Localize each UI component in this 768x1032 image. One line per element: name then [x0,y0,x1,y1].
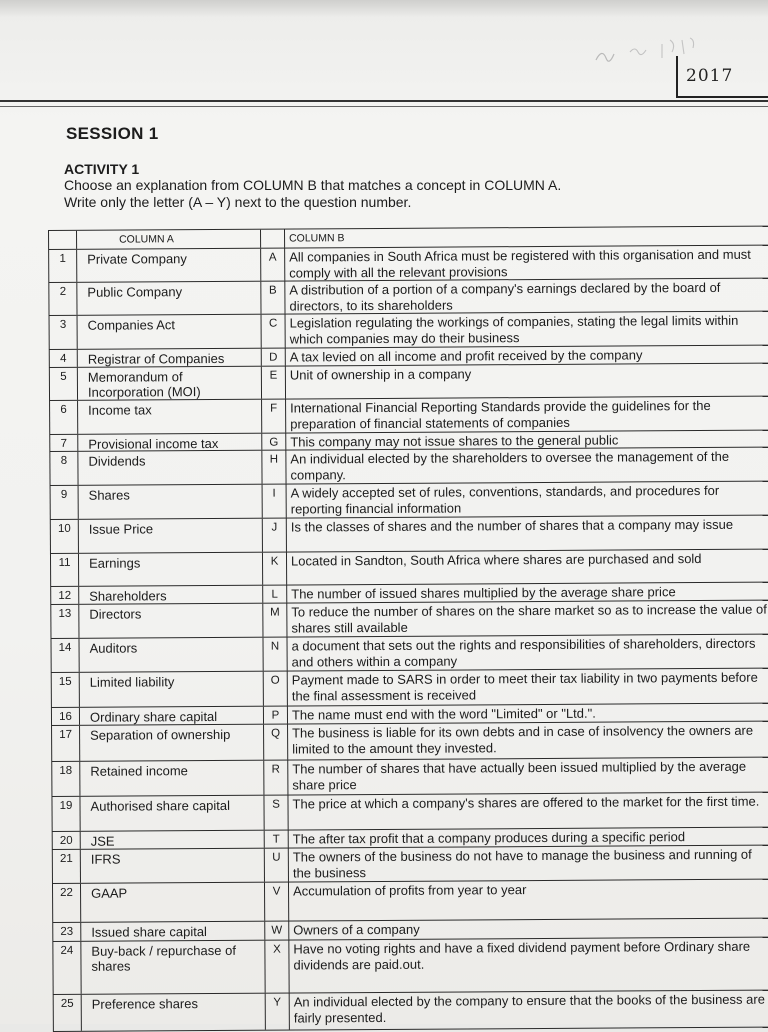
row-number: 7 [49,435,78,451]
row-number: 1 [48,250,77,282]
row-number: 19 [51,797,80,831]
column-b-explanation: A distribution of a portion of a company's earnings declared by the board of directors, to its shareholders [289,279,721,314]
row-number: 17 [51,726,80,761]
instruction-line-2: Write only the letter (A – Y) next to the question number. [64,194,412,210]
row-number: 12 [50,587,79,604]
year-label: 2017 [686,66,734,86]
column-a-concept: Dividends [78,451,262,485]
table-row [51,669,768,708]
column-b-explanation: Located in Sandton, South Africa where shares are purchased and sold [290,551,702,569]
column-b-letter: H [262,451,286,484]
column-a-concept: Registrar of Companies [78,349,262,367]
row-number: 14 [50,639,79,672]
column-b-explanation: An individual elected by the shareholders to oversee the management of the company. [290,448,730,483]
column-a-concept: Directors [79,604,263,638]
table-row [53,991,768,1032]
column-b-letter: P [264,707,288,724]
table-row [52,846,768,884]
column-b-explanation: A tax levied on all income and profit received by the company [289,347,643,365]
column-b-letter: U [265,849,289,882]
column-b-letter: B [261,282,285,314]
column-b-explanation: International Financial Reporting Standards provide the guidelines for the preparation of financial statements of companies [290,397,711,432]
column-b-header: COLUMN B [289,232,345,245]
row-number: 4 [49,350,78,367]
column-b-explanation: A widely accepted set of rules, conventions, standards, and procedures for reporting financial information [290,482,720,517]
table-row [51,793,768,832]
column-b-letter: W [265,922,289,940]
table-row [52,880,768,923]
instruction-line-1: Choose an explanation from COLUMN B that matches a concept in COLUMN A. [64,177,562,193]
column-b-explanation: a document that sets out the rights and responsibilities of shareholders, directors and others within a company [291,635,756,670]
table-row [52,938,768,995]
column-a-concept: Preference shares [82,994,266,1031]
column-b-explanation: The number of shares that have actually been issued multiplied by the average share price [292,758,747,793]
row-number: 23 [52,923,81,941]
column-a-concept: Income tax [78,400,262,434]
column-b-letter: X [265,941,289,993]
column-b-letter: V [265,883,289,921]
column-a-concept: Memorandum of Incorporation (MOI) [78,367,262,400]
table-row [50,550,768,587]
column-a-concept: Provisional income tax [78,434,262,451]
column-a-concept: Separation of ownership [80,725,264,761]
column-b-letter: K [263,553,287,585]
column-a-concept: Public Company [77,282,261,315]
column-b-explanation: This company may not issue shares to the general public [290,432,619,450]
row-number: 3 [49,316,78,349]
column-a-concept: Authorised share capital [80,796,264,831]
row-number: 13 [50,605,79,638]
column-a-concept: Auditors [79,638,263,672]
matching-table [48,226,768,1032]
column-b-explanation: Is the classes of shares and the number of shares that a company may issue [290,516,734,535]
column-a-concept: Private Company [77,249,261,282]
column-b-letter: Q [264,725,288,760]
row-number: 18 [51,762,80,796]
column-b-explanation: All companies in South Africa must be registered with this organisation and must comply with all the relevant provisions [289,246,751,281]
table-row [50,635,768,673]
row-number: 15 [51,673,80,707]
row-number: 16 [51,708,80,725]
column-b-letter: S [264,796,288,830]
column-b-explanation: To reduce the number of shares on the share market so as to increase the value of shares still available [291,601,767,636]
table-row [50,601,768,639]
column-b-letter: T [265,831,289,848]
column-b-letter: L [263,586,287,603]
column-a-concept: Shareholders [79,586,263,604]
column-a-concept: IFRS [81,849,265,883]
row-number: 10 [50,520,79,553]
column-a-concept: GAAP [81,883,265,922]
column-b-explanation: The number of issued shares multiplied by the average share price [291,584,676,602]
column-b-explanation: Unit of ownership in a company [289,366,472,383]
column-b-letter: J [263,519,287,552]
row-number: 5 [49,368,78,400]
column-b-explanation: The owners of the business do not have to manage the business and running of the business [292,846,752,881]
column-a-concept: Issue Price [79,519,263,553]
table-row [50,516,768,554]
column-b-letter: A [261,249,285,281]
row-number: 11 [50,554,79,586]
row-number: 8 [49,452,78,485]
table-row [49,397,768,435]
column-b-explanation: The business is liable for its own debts and in case of insolvency the owners are limited to the amount they invested. [292,722,754,757]
activity-title: ACTIVITY 1 [64,161,140,177]
column-b-letter: N [263,638,287,671]
column-b-letter: D [262,349,286,366]
column-b-explanation: Legislation regulating the workings of companies, stating the legal limits within which companies may do their business [289,312,739,347]
column-b-explanation: The price at which a company's shares are offered to the market for the first time. [292,793,760,812]
row-number: 24 [52,942,81,994]
row-number: 9 [50,486,79,519]
column-b-letter: C [262,315,286,348]
row-number: 6 [49,401,78,434]
page-top-shadow [0,0,768,18]
column-b-explanation: An individual elected by the company to ensure that the books of the business are fairly presented. [293,991,765,1026]
column-a-header: COLUMN A [77,230,261,249]
row-number: 20 [52,832,81,849]
column-a-concept: Ordinary share capital [80,707,264,725]
column-b-explanation: Have no voting rights and have a fixed dividend payment before Ordinary share dividends are paid.out. [293,938,751,973]
column-a-concept: JSE [81,831,265,849]
column-a-concept: Retained income [80,761,264,796]
column-b-letter: E [262,367,286,399]
column-b-letter: O [264,672,288,706]
column-b-letter: G [262,434,286,450]
row-number: 22 [52,884,81,922]
table-row [51,758,768,797]
column-b-letter: M [263,604,287,637]
table-row [50,482,768,520]
header-rule [0,100,768,107]
column-a-concept: Issued share capital [81,922,265,941]
column-b-explanation: The name must end with the word "Limited" or "Ltd.". [291,705,596,723]
column-b-letter: Y [266,994,290,1030]
row-number: 2 [48,283,77,315]
table-row [51,722,768,762]
column-b-explanation: Payment made to SARS in order to meet their tax liability in two payments before the final assessment is received [291,669,758,704]
column-b-explanation: Owners of a company [293,921,420,938]
row-number: 21 [52,850,81,883]
table-row [49,448,768,486]
table-row [49,312,768,350]
column-b-explanation: The after tax profit that a company produces during a specific period [292,829,686,847]
header-letter-cell [261,230,285,248]
table-row [48,279,768,316]
column-b-letter: F [262,400,286,433]
column-b-letter: I [263,485,287,518]
header-num-cell [48,231,77,249]
session-title: SESSION 1 [66,124,159,143]
column-a-concept: Limited liability [80,672,264,707]
row-number: 25 [53,995,82,1031]
column-a-concept: Shares [79,485,263,519]
column-a-concept: Buy-back / repurchase of shares [81,941,265,994]
column-a-concept: Earnings [79,553,263,586]
column-a-concept: Companies Act [78,315,262,349]
column-b-explanation: Accumulation of profits from year to year [292,882,527,899]
table-row [49,364,768,401]
column-b-letter: R [264,761,288,795]
table-row [48,246,768,283]
